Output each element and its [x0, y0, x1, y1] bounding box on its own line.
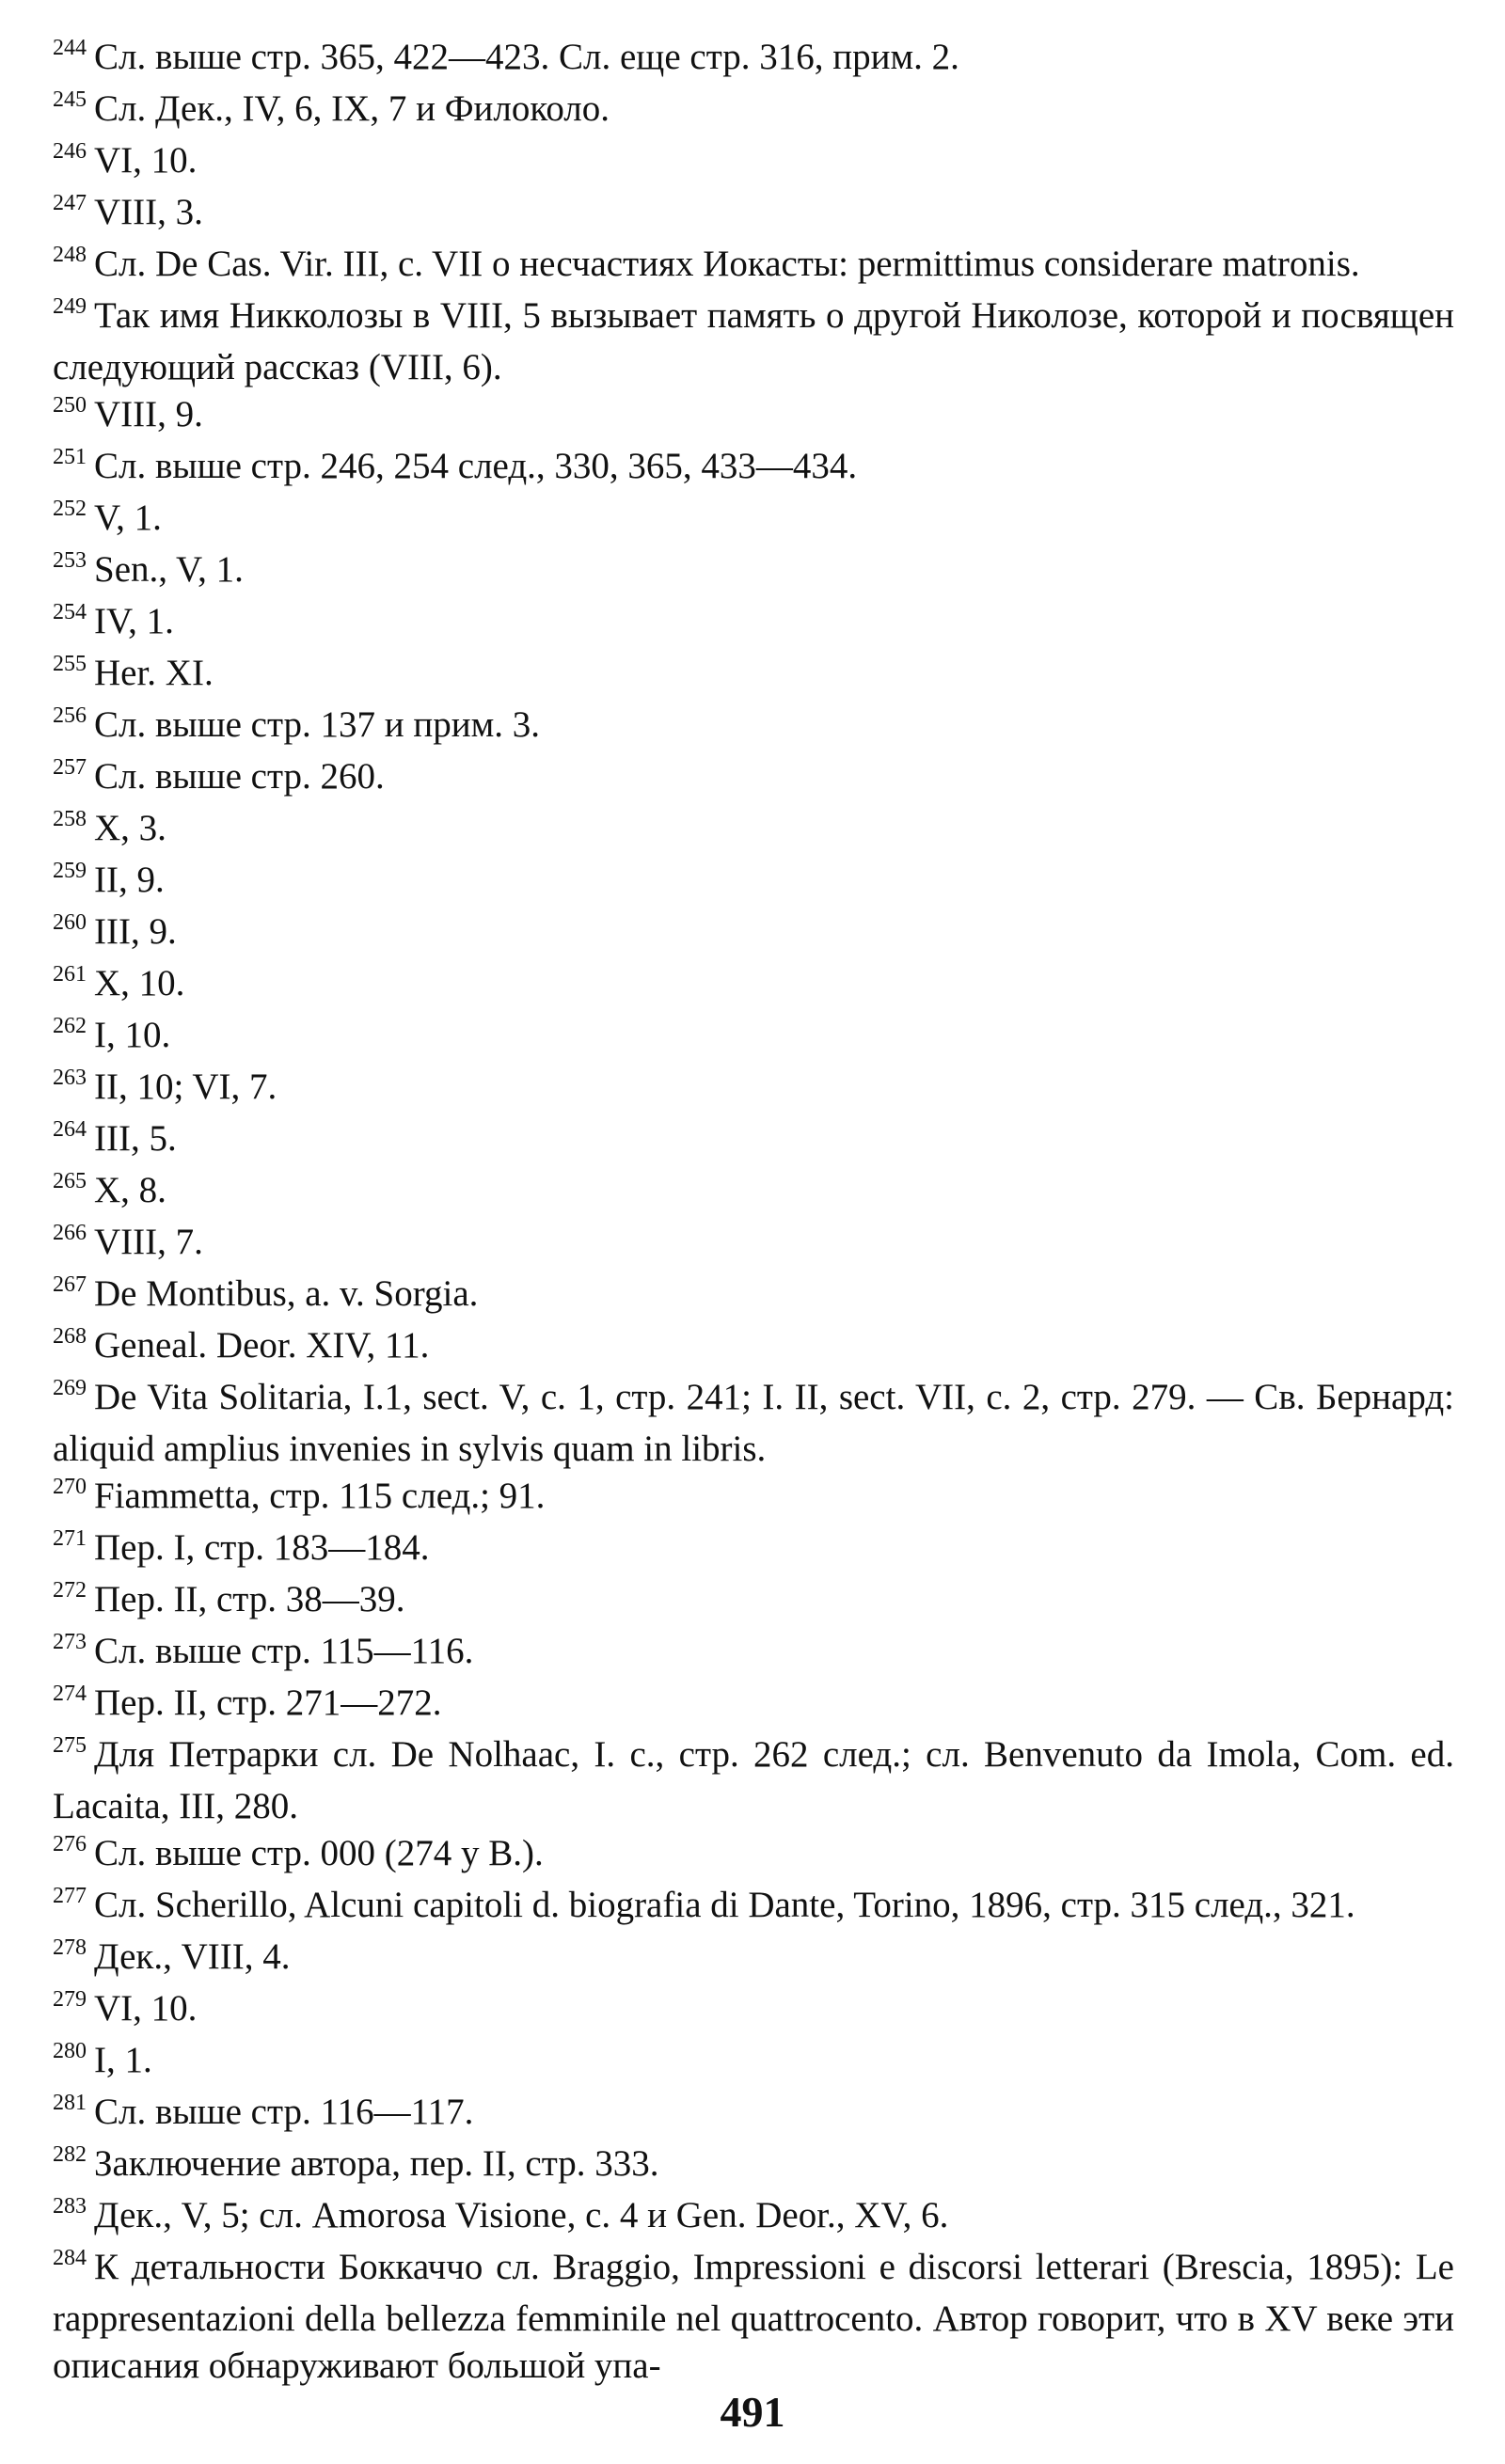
footnote-text: X, 10.: [94, 963, 185, 1003]
footnote-text: V, 1.: [94, 498, 162, 538]
footnote: [53, 702, 1454, 753]
footnote-text: VIII, 3.: [94, 192, 203, 232]
footnote: [53, 2244, 1454, 2390]
footnote: [53, 1731, 1454, 1830]
footnote-number: 247: [53, 191, 87, 215]
footnote-number: 254: [53, 600, 87, 624]
footnote-number: 271: [53, 1526, 87, 1551]
footnote-text: Сл. Дек., IV, 6, IX, 7 и Филоколо.: [94, 88, 610, 129]
footnote-number: 244: [53, 36, 87, 60]
footnote: [53, 1628, 1454, 1680]
footnote-number: 252: [53, 497, 87, 521]
footnote: [53, 1830, 1454, 1882]
footnote: [53, 34, 1454, 86]
footnote-text: Сл. выше стр. 246, 254 след., 330, 365, 433—434.: [94, 446, 858, 486]
footnote-text: Пер. II, стр. 271—272.: [94, 1682, 442, 1723]
footnote-text: I, 10.: [94, 1015, 171, 1055]
footnote-text: Сл. выше стр. 365, 422—423. Сл. еще стр. 316, прим. 2.: [94, 37, 959, 77]
footnote: [53, 1680, 1454, 1731]
footnote-text: Сл. выше стр. 000 (274 у В.).: [94, 1833, 544, 1873]
footnote: [53, 1271, 1454, 1322]
footnote-number: 256: [53, 703, 87, 728]
footnote: [53, 1012, 1454, 1064]
footnote-text: Сл. выше стр. 115—116.: [94, 1631, 474, 1671]
footnote-number: 279: [53, 1987, 87, 2012]
footnote-number: 262: [53, 1014, 87, 1038]
footnote-text: Так имя Никколозы в VIII, 5 вызывает память о другой Николозе, которой и посвящен следующий рассказ (VIII, 6).: [53, 295, 1454, 387]
footnote-text: Her. XI.: [94, 653, 214, 693]
footnote: [53, 753, 1454, 805]
footnote-number: 277: [53, 1884, 87, 1908]
footnote-number: 250: [53, 393, 87, 418]
footnote: [53, 1219, 1454, 1271]
footnote-number: 251: [53, 445, 87, 469]
footnote: [53, 189, 1454, 241]
footnote: [53, 1115, 1454, 1167]
footnote: [53, 443, 1454, 495]
footnote-text: Sen., V, 1.: [94, 549, 244, 590]
footnote: [53, 857, 1454, 908]
footnote-number: 269: [53, 1376, 87, 1400]
footnote-text: Пер. II, стр. 38—39.: [94, 1579, 405, 1619]
footnote-number: 264: [53, 1117, 87, 1142]
footnote: [53, 495, 1454, 546]
footnote: [53, 2037, 1454, 2089]
footnote-text: Заключение автора, пер. II, стр. 333.: [94, 2143, 659, 2184]
footnote-number: 253: [53, 548, 87, 573]
footnote-number: 275: [53, 1733, 87, 1758]
footnote-number: 257: [53, 755, 87, 780]
footnote-text: VI, 10.: [94, 140, 198, 181]
footnote: [53, 1473, 1454, 1524]
footnote-number: 278: [53, 1935, 87, 1960]
footnote-number: 280: [53, 2039, 87, 2063]
footnote-text: X, 8.: [94, 1170, 166, 1210]
footnote: [53, 1322, 1454, 1374]
footnote: [53, 137, 1454, 189]
footnote-number: 246: [53, 139, 87, 164]
footnote-text: III, 5.: [94, 1118, 177, 1159]
footnote: [53, 2089, 1454, 2140]
footnote-text: К детальности Боккаччо сл. Braggio, Impressioni e discorsi letterari (Brescia, 1895): Le rappresentazioni della bellezza femminile nel quattrocento. Автор говорит, что в XV веке эти описания обнаруживают большой упа-: [53, 2247, 1454, 2386]
footnote-number: 255: [53, 652, 87, 676]
footnote-text: VIII, 7.: [94, 1222, 203, 1262]
footnote-text: Сл. De Cas. Vir. III, c. VII о несчастиях Иокасты: permittimus considerare matronis.: [94, 244, 1360, 284]
footnote: [53, 241, 1454, 292]
footnote: [53, 1934, 1454, 1985]
footnote: [53, 1576, 1454, 1628]
footnote: [53, 292, 1454, 391]
footnote-number: 273: [53, 1630, 87, 1654]
footnote-number: 259: [53, 859, 87, 883]
footnote: [53, 1167, 1454, 1219]
footnote: [53, 1524, 1454, 1576]
footnote-text: Дек., VIII, 4.: [94, 1936, 291, 1977]
footnote-number: 283: [53, 2194, 87, 2219]
footnote-text: Сл. выше стр. 137 и прим. 3.: [94, 704, 541, 745]
footnote: [53, 960, 1454, 1012]
footnote-number: 265: [53, 1169, 87, 1193]
footnote-text: VIII, 9.: [94, 394, 203, 434]
footnote-text: Для Петрарки сл. De Nolhaac, I. c., стр. 262 след.; сл. Benvenuto da Imola, Com. ed. Lacaita, III, 280.: [53, 1734, 1454, 1826]
footnote-text: De Vita Solitaria, I.1, sect. V, c. 1, стр. 241; I. II, sect. VII, c. 2, стр. 279. — Св. Бернард: aliquid amplius invenies in sylvis quam in libris.: [53, 1377, 1454, 1469]
footnote-number: 267: [53, 1272, 87, 1297]
footnote-text: Fiammetta, стр. 115 след.; 91.: [94, 1476, 546, 1516]
footnote-number: 260: [53, 910, 87, 935]
footnote-text: Geneal. Deor. XIV, 11.: [94, 1325, 430, 1366]
footnote: [53, 1374, 1454, 1473]
footnote-number: 249: [53, 294, 87, 319]
footnote: [53, 598, 1454, 650]
footnote-text: Сл. выше стр. 260.: [94, 756, 385, 797]
footnote-number: 268: [53, 1324, 87, 1349]
footnote-number: 281: [53, 2091, 87, 2115]
footnote-number: 261: [53, 962, 87, 987]
footnote-text: Сл. Scherillo, Alcuni capitoli d. biografia di Dante, Torino, 1896, стр. 315 след., 321.: [94, 1885, 1355, 1925]
footnote: [53, 1882, 1454, 1934]
footnote-number: 266: [53, 1221, 87, 1245]
footnote: [53, 2140, 1454, 2192]
footnote-text: De Montibus, a. v. Sorgia.: [94, 1273, 479, 1314]
footnote-number: 248: [53, 243, 87, 267]
footnote: [53, 908, 1454, 960]
footnote-number: 274: [53, 1682, 87, 1706]
footnotes-list: [53, 34, 1454, 2390]
footnote-number: 245: [53, 87, 87, 112]
footnote: [53, 391, 1454, 443]
footnote-text: IV, 1.: [94, 601, 174, 641]
page-number: 491: [720, 2388, 785, 2436]
footnote: [53, 1064, 1454, 1115]
footnote-text: Дек., V, 5; сл. Amorosa Visione, c. 4 и Gen. Deor., XV, 6.: [94, 2195, 949, 2235]
footnote: [53, 86, 1454, 137]
footnote-number: 272: [53, 1578, 87, 1603]
footnote-number: 282: [53, 2142, 87, 2167]
footnote: [53, 2192, 1454, 2244]
footnote: [53, 546, 1454, 598]
footnote-number: 258: [53, 807, 87, 831]
footnote-text: II, 10; VI, 7.: [94, 1066, 277, 1107]
footnote-text: II, 9.: [94, 860, 165, 900]
footnote-number: 263: [53, 1066, 87, 1090]
footnote-text: Пер. I, стр. 183—184.: [94, 1527, 430, 1568]
footnote-text: I, 1.: [94, 2040, 152, 2080]
footnote-text: X, 3.: [94, 808, 166, 848]
footnote: [53, 1985, 1454, 2037]
footnote-text: VI, 10.: [94, 1988, 198, 2029]
footnote-number: 270: [53, 1475, 87, 1499]
footnote: [53, 805, 1454, 857]
footnote: [53, 650, 1454, 702]
footnote-text: III, 9.: [94, 911, 177, 952]
footnote-text: Сл. выше стр. 116—117.: [94, 2092, 474, 2132]
footnote-number: 284: [53, 2246, 87, 2270]
footnote-number: 276: [53, 1832, 87, 1856]
